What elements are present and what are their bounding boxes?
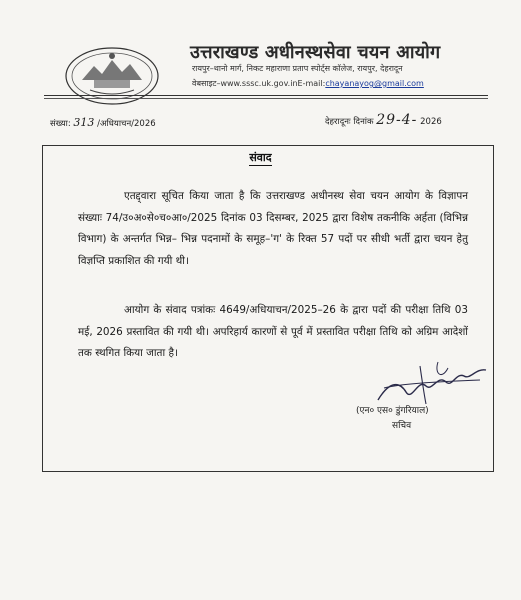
website-label: वेबसाइट– [192, 79, 221, 88]
header-divider-secondary [44, 98, 488, 99]
date-year: 2026 [420, 117, 442, 127]
website-link[interactable]: www.sssc.uk.gov.in [220, 79, 298, 88]
notice-subject: संवाद [249, 151, 272, 164]
commission-emblem-icon [64, 46, 160, 106]
reference-label: संख्या: [50, 119, 71, 129]
reference-value: 313 [73, 116, 95, 129]
reference-number [50, 116, 156, 129]
organization-address: रायपुर–थानो मार्ग, निकट महाराणा प्रताप स्पोर्ट्स कॉलेज, रायपुर, देहरादून [192, 64, 403, 73]
email-link[interactable]: chayanayog@gmail.com [325, 79, 424, 88]
email-label: E-mail: [297, 79, 326, 88]
signatory-name: (एन० एस० डुंगरियाल) [356, 406, 429, 416]
date-label: देहरादूनः दिनांक [325, 117, 374, 127]
reference-suffix: /अधियाचन/2026 [97, 119, 156, 129]
notice-paragraph-2: आयोग के संवाद पत्रांकः 4649/अधियाचन/2025–26 के द्वारा पदों की परीक्षा तिथि 03 मई, 2026 प्रस्तावित की गयी थी। अपरिहार्य कारणों से पूर्व में प्रस्तावित परीक्षा तिथि को अग्रिम आदेशों तक स्थगित किया जाता है। [78, 304, 468, 359]
issue-date [325, 112, 442, 128]
organization-title: उत्तराखण्ड अधीनस्थसेवा चयन आयोग [190, 42, 441, 63]
signatory-title: सचिव [392, 421, 412, 431]
notice-paragraph-1: एतद्द्वारा सूचित किया जाता है कि उत्तराखण्ड अधीनस्थ सेवा चयन आयोग के विज्ञापन संख्याः 74/उ०अ०से०च०आ०/2025 दिनांक 03 दिसम्बर, 2025 द्वारा विशेष तकनीकि अर्हता (विभिन्न विभाग) के अन्तर्गत भिन्न– भिन्न पदनामों के समूह–'ग' के रिक्त 57 पदों पर सीधी भर्ती द्वारा चयन हेतु विज्ञप्ति प्रकाशित की गयी थी। [78, 190, 468, 267]
header-divider [44, 95, 488, 96]
date-handwritten: 29-4- [376, 112, 418, 128]
organization-contact [192, 78, 512, 89]
